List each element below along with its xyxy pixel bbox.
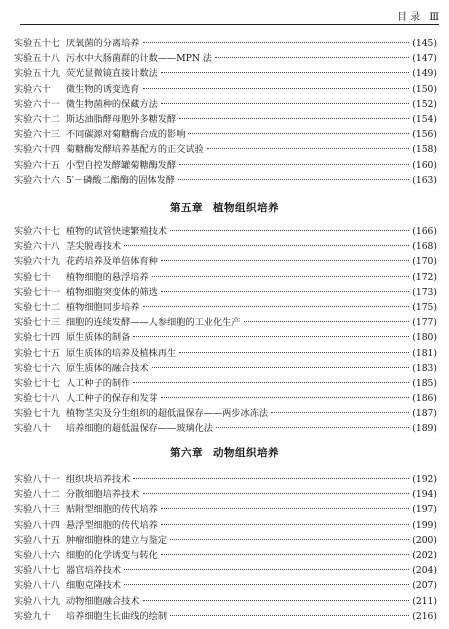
experiment-number: 实验八十四	[14, 519, 60, 531]
dot-leader	[124, 245, 409, 246]
toc-entry	[14, 173, 437, 188]
toc-entry	[14, 254, 437, 269]
toc-entry	[14, 300, 437, 315]
dot-leader	[161, 103, 409, 104]
chapter-number: 第六章	[170, 447, 203, 459]
toc-entry	[14, 82, 437, 97]
experiment-number: 实验八十九	[14, 595, 60, 607]
experiment-number: 实验六十四	[14, 144, 60, 156]
experiment-title: 原生质体的融合技术	[66, 362, 149, 374]
experiment-number: 实验七十九	[14, 408, 60, 420]
page-number: (187)	[412, 408, 437, 420]
page-number: (180)	[412, 332, 437, 344]
experiment-number: 实验九十	[14, 610, 51, 622]
header-label: 目 录	[396, 12, 421, 23]
toc-entry	[14, 548, 437, 563]
experiment-title: 污水中大肠菌群的计数——MPN 法	[66, 53, 212, 65]
page-number: (172)	[412, 271, 437, 283]
page-number: (216)	[412, 610, 437, 622]
dot-leader	[207, 148, 409, 149]
dot-leader	[133, 478, 409, 479]
dot-leader	[161, 508, 409, 509]
experiment-title: 植物茎尖及分生组织的超低温保存——两步冰冻法	[66, 408, 269, 420]
page-number: (156)	[412, 129, 437, 141]
experiment-number: 实验八十	[14, 423, 51, 435]
toc-entry	[14, 487, 437, 502]
experiment-title: 细胞克隆技术	[66, 580, 122, 592]
experiment-title: 微生物的诱变选育	[66, 83, 140, 95]
experiment-number: 实验五十九	[14, 68, 60, 80]
experiment-title: 肿瘤细胞株的建立与鉴定	[66, 534, 168, 546]
toc-entry	[14, 66, 437, 81]
toc-entry	[14, 285, 437, 300]
page-number: (168)	[412, 241, 437, 253]
experiment-title: 原生质体的培养及植株再生	[66, 347, 177, 359]
experiment-number: 实验八十八	[14, 580, 60, 592]
experiment-number: 实验六十一	[14, 98, 60, 110]
page-number: (166)	[412, 226, 437, 237]
experiment-number: 实验六十七	[14, 226, 60, 237]
toc-section-chapter-5	[14, 224, 437, 437]
experiment-number: 实验八十三	[14, 504, 60, 516]
toc-entry	[14, 270, 437, 285]
experiment-number: 实验六十	[14, 83, 51, 95]
dot-leader	[179, 164, 409, 165]
dot-leader	[170, 615, 409, 616]
experiment-number: 实验六十三	[14, 129, 60, 141]
experiment-title: 植物的试管快速繁殖技术	[66, 226, 168, 237]
dot-leader	[133, 382, 409, 383]
dot-leader	[161, 291, 409, 292]
experiment-number: 实验七十一	[14, 286, 60, 298]
experiment-number: 实验六十六	[14, 174, 60, 186]
toc-entry	[14, 376, 437, 391]
page-number: (147)	[412, 53, 437, 65]
page-number: (181)	[412, 347, 437, 359]
dot-leader	[152, 367, 410, 368]
experiment-number: 实验八十五	[14, 534, 60, 546]
page-number: (163)	[412, 174, 437, 186]
toc-entry	[14, 224, 437, 239]
dot-leader	[170, 539, 409, 540]
experiment-number: 实验六十九	[14, 256, 60, 268]
experiment-title: 动物细胞融合技术	[66, 595, 140, 607]
experiment-number: 实验六十八	[14, 241, 60, 253]
page-number: (145)	[412, 38, 437, 49]
experiment-title: 植物细胞同步培养	[66, 301, 140, 313]
experiment-title: 分散细胞培养技术	[66, 489, 140, 501]
toc-entry	[14, 472, 437, 487]
page-number: (185)	[412, 377, 437, 389]
page-number: (199)	[412, 519, 437, 531]
chapter-title: 动物组织培养	[213, 447, 279, 459]
experiment-number: 实验五十八	[14, 53, 60, 65]
dot-leader	[271, 412, 409, 413]
toc-entry	[14, 578, 437, 593]
page-number: (154)	[412, 113, 437, 125]
page-number: (194)	[412, 489, 437, 501]
dot-leader	[170, 230, 409, 231]
page-number: (207)	[412, 580, 437, 592]
page-header	[20, 8, 439, 25]
dot-leader	[161, 397, 409, 398]
experiment-number: 实验七十四	[14, 332, 60, 344]
experiment-number: 实验八十七	[14, 565, 60, 577]
page-number: (186)	[412, 393, 437, 405]
toc-entry	[14, 142, 437, 157]
toc-entry	[14, 346, 437, 361]
experiment-title: 悬浮型细胞的传代培养	[66, 519, 158, 531]
toc-entry	[14, 421, 437, 436]
experiment-title: 小型自控发酵罐菊糖酶发酵	[66, 159, 177, 171]
chapter-title: 植物组织培养	[213, 202, 279, 214]
experiment-number: 实验七十五	[14, 347, 60, 359]
page-number: (175)	[412, 301, 437, 313]
dot-leader	[179, 352, 409, 353]
experiment-title: 斯达油脂酵母胞外多糖发酵	[66, 113, 177, 125]
experiment-title: 器官培养技术	[66, 565, 122, 577]
page-number: (150)	[412, 83, 437, 95]
chapter-heading-5	[0, 200, 449, 215]
dot-leader	[161, 260, 409, 261]
experiment-number: 实验八十二	[14, 489, 60, 501]
experiment-title: 培养细胞的超低温保存——玻璃化法	[66, 423, 213, 435]
page-number: (202)	[412, 549, 437, 561]
experiment-title: 植物细胞的悬浮培养	[66, 271, 149, 283]
experiment-number: 实验六十五	[14, 159, 60, 171]
toc-entry	[14, 51, 437, 66]
experiment-number: 实验七十二	[14, 301, 60, 313]
toc-section-continued	[14, 36, 437, 188]
experiment-title: 培养细胞生长曲线的绘制	[66, 610, 168, 622]
toc-entry	[14, 518, 437, 533]
toc-entry	[14, 36, 437, 51]
page-number: (173)	[412, 286, 437, 298]
toc-section-chapter-6	[14, 472, 437, 624]
experiment-title: 5′－磷酸二酯酶的固体发酵	[66, 174, 175, 186]
experiment-number: 实验七十三	[14, 317, 60, 329]
dot-leader	[152, 276, 410, 277]
toc-entry	[14, 594, 437, 609]
page-number: (152)	[412, 98, 437, 110]
dot-leader	[143, 88, 410, 89]
page-number: (177)	[412, 317, 437, 329]
dot-leader	[143, 600, 410, 601]
dot-leader	[143, 306, 410, 307]
page-number: (200)	[412, 534, 437, 546]
chapter-number: 第五章	[170, 202, 203, 214]
page-number: (183)	[412, 362, 437, 374]
experiment-title: 不同碳源对菊糖酶合成的影响	[66, 129, 186, 141]
page-number: (158)	[412, 144, 437, 156]
experiment-number: 实验七十六	[14, 362, 60, 374]
experiment-title: 茎尖脱毒技术	[66, 241, 122, 253]
page-number: (204)	[412, 565, 437, 577]
experiment-number: 实验五十七	[14, 38, 60, 49]
dot-leader	[216, 427, 409, 428]
experiment-title: 贴附型细胞的传代培养	[66, 504, 158, 516]
dot-leader	[161, 524, 409, 525]
toc-entry	[14, 609, 437, 624]
experiment-number: 实验六十二	[14, 113, 60, 125]
experiment-title: 细胞的连续发酵——人参细胞的工业化生产	[66, 317, 241, 329]
experiment-title: 植物细胞突变体的筛选	[66, 286, 158, 298]
dot-leader	[124, 569, 409, 570]
toc-entry	[14, 315, 437, 330]
dot-leader	[179, 118, 409, 119]
dot-leader	[133, 336, 409, 337]
experiment-number: 实验八十一	[14, 474, 60, 485]
toc-entry	[14, 563, 437, 578]
toc-entry	[14, 239, 437, 254]
toc-entry	[14, 158, 437, 173]
page-number: (170)	[412, 256, 437, 268]
experiment-title: 细胞的化学诱变与转化	[66, 549, 158, 561]
dot-leader	[124, 584, 409, 585]
dot-leader	[143, 42, 410, 43]
experiment-number: 实验七十七	[14, 377, 60, 389]
toc-entry	[14, 330, 437, 345]
experiment-title: 原生质体的制备	[66, 332, 131, 344]
page-number: (160)	[412, 159, 437, 171]
experiment-title: 人工种子的制作	[66, 377, 131, 389]
dot-leader	[161, 554, 409, 555]
experiment-title: 荧光显微镜直接计数法	[66, 68, 158, 80]
toc-entry	[14, 533, 437, 548]
dot-leader	[188, 133, 409, 134]
toc-entry	[14, 127, 437, 142]
experiment-title: 微生物菌种的保藏方法	[66, 98, 158, 110]
toc-entry	[14, 391, 437, 406]
dot-leader	[178, 179, 409, 180]
toc-entry	[14, 112, 437, 127]
experiment-title: 花药培养及单倍体育种	[66, 256, 158, 268]
page-number: (211)	[412, 595, 437, 607]
experiment-number: 实验七十	[14, 271, 51, 283]
experiment-number: 实验八十六	[14, 549, 60, 561]
toc-entry	[14, 406, 437, 421]
page-number: (149)	[412, 68, 437, 80]
experiment-title: 厌氧菌的分离培养	[66, 38, 140, 49]
dot-leader	[161, 72, 409, 73]
experiment-title: 菊糖酶发酵培养基配方的正交试验	[66, 144, 204, 156]
dot-leader	[143, 493, 410, 494]
page-number: (189)	[412, 423, 437, 435]
toc-entry	[14, 97, 437, 112]
header-page-number: Ⅲ	[429, 12, 439, 23]
page-number: (192)	[412, 474, 437, 485]
toc-entry	[14, 502, 437, 517]
experiment-title: 人工种子的保存和发芽	[66, 393, 158, 405]
dot-leader	[215, 57, 409, 58]
experiment-title: 组织块培养技术	[66, 474, 131, 485]
experiment-number: 实验七十八	[14, 393, 60, 405]
page-number: (197)	[412, 504, 437, 516]
toc-entry	[14, 361, 437, 376]
chapter-heading-6	[0, 445, 449, 460]
dot-leader	[244, 321, 410, 322]
